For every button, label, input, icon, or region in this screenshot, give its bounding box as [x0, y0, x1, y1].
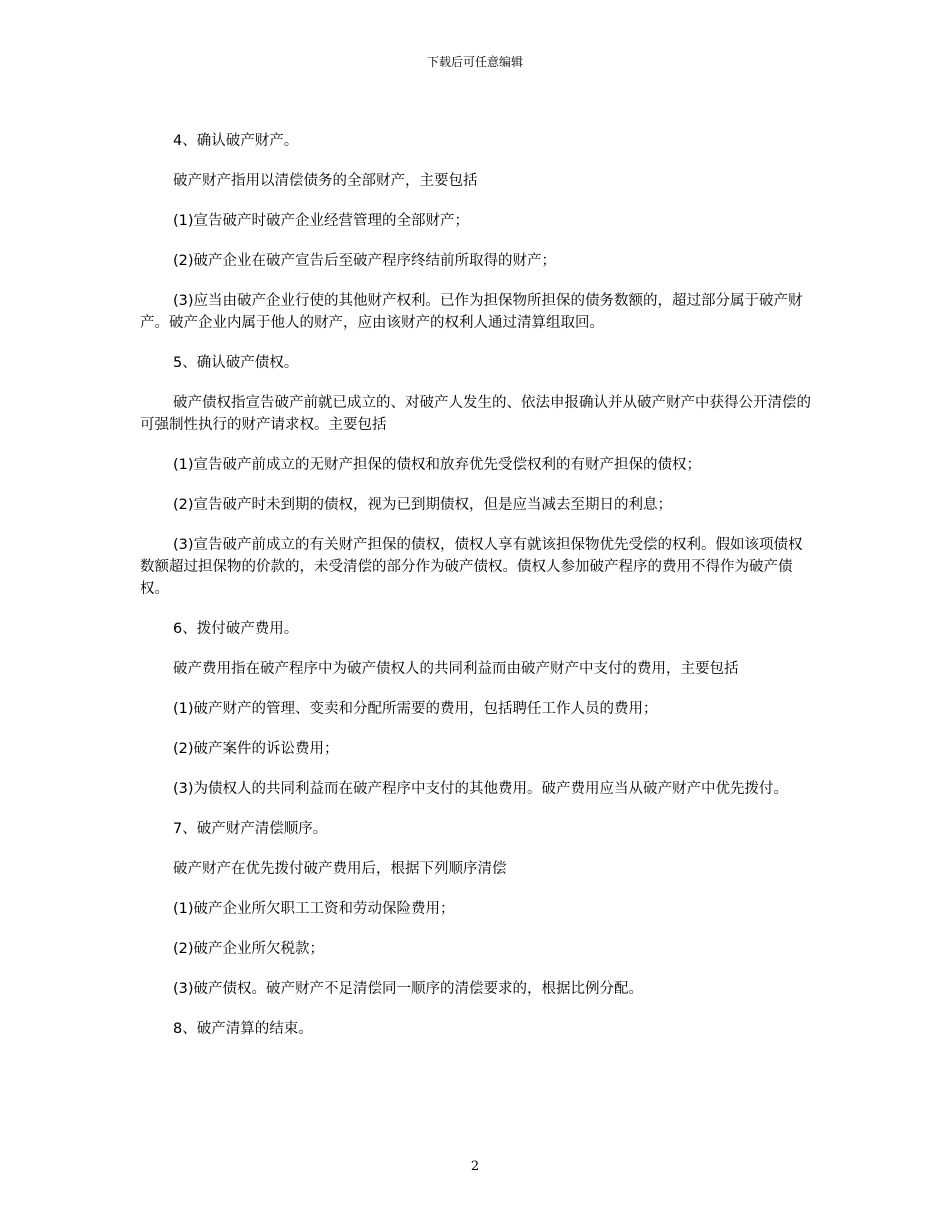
list-item: (1)宣告破产前成立的无财产担保的债权和放弃优先受偿权利的有财产担保的债权； [173, 457, 702, 473]
heading-7: 7、破产财产清偿顺序。 [173, 821, 328, 837]
paragraph: 破产债权指宣告破产前就已成立的、对破产人发生的、依法申报确认并从破产财产中获得公开清偿的可强制性执行的财产请求权。主要包括 [140, 395, 811, 433]
page-number: 2 [470, 1159, 480, 1174]
list-item: (2)破产企业所欠税款； [173, 941, 325, 957]
list-item: (2)破产案件的诉讼费用； [173, 741, 339, 757]
heading-8: 8、破产清算的结束。 [173, 1021, 313, 1037]
list-item: (3)为债权人的共同利益而在破产程序中支付的其他费用。破产费用应当从破产财产中优先拨付。 [173, 781, 789, 797]
heading-6: 6、拨付破产费用。 [173, 621, 299, 637]
list-item: (1)宣告破产时破产企业经营管理的全部财产； [173, 213, 470, 229]
list-item: (3)破产债权。破产财产不足清偿同一顺序的清偿要求的，根据比例分配。 [173, 981, 644, 997]
list-item: (1)破产企业所欠职工工资和劳动保险费用； [173, 901, 455, 917]
heading-4: 4、确认破产财产。 [173, 133, 299, 149]
paragraph: 破产财产指用以清偿债务的全部财产，主要包括 [173, 173, 478, 189]
list-item: (3)应当由破产企业行使的其他财产权利。已作为担保物所担保的债务数额的，超过部分属于破产财产。破产企业内属于他人的财产，应由该财产的权利人通过清算组取回。 [140, 293, 803, 331]
page-header: 下载后可任意编辑 [426, 55, 523, 69]
paragraph: 破产财产在优先拨付破产费用后，根据下列顺序清偿 [173, 861, 507, 877]
document-body [140, 130, 812, 1058]
heading-5: 5、确认破产债权。 [173, 355, 299, 371]
paragraph: 破产费用指在破产程序中为破产债权人的共同利益而由破产财产中支付的费用，主要包括 [173, 661, 739, 677]
list-item: (2)破产企业在破产宣告后至破产程序终结前所取得的财产； [173, 253, 557, 269]
list-item: (2)宣告破产时未到期的债权，视为已到期债权，但是应当减去至期日的利息； [173, 497, 673, 513]
list-item: (3)宣告破产前成立的有关财产担保的债权，债权人享有就该担保物优先受偿的权利。假如该项债权数额超过担保物的价款的，未受清偿的部分作为破产债权。债权人参加破产程序的费用不得作为破产债权。 [140, 537, 803, 597]
list-item: (1)破产财产的管理、变卖和分配所需要的费用，包括聘任工作人员的费用； [173, 701, 658, 717]
